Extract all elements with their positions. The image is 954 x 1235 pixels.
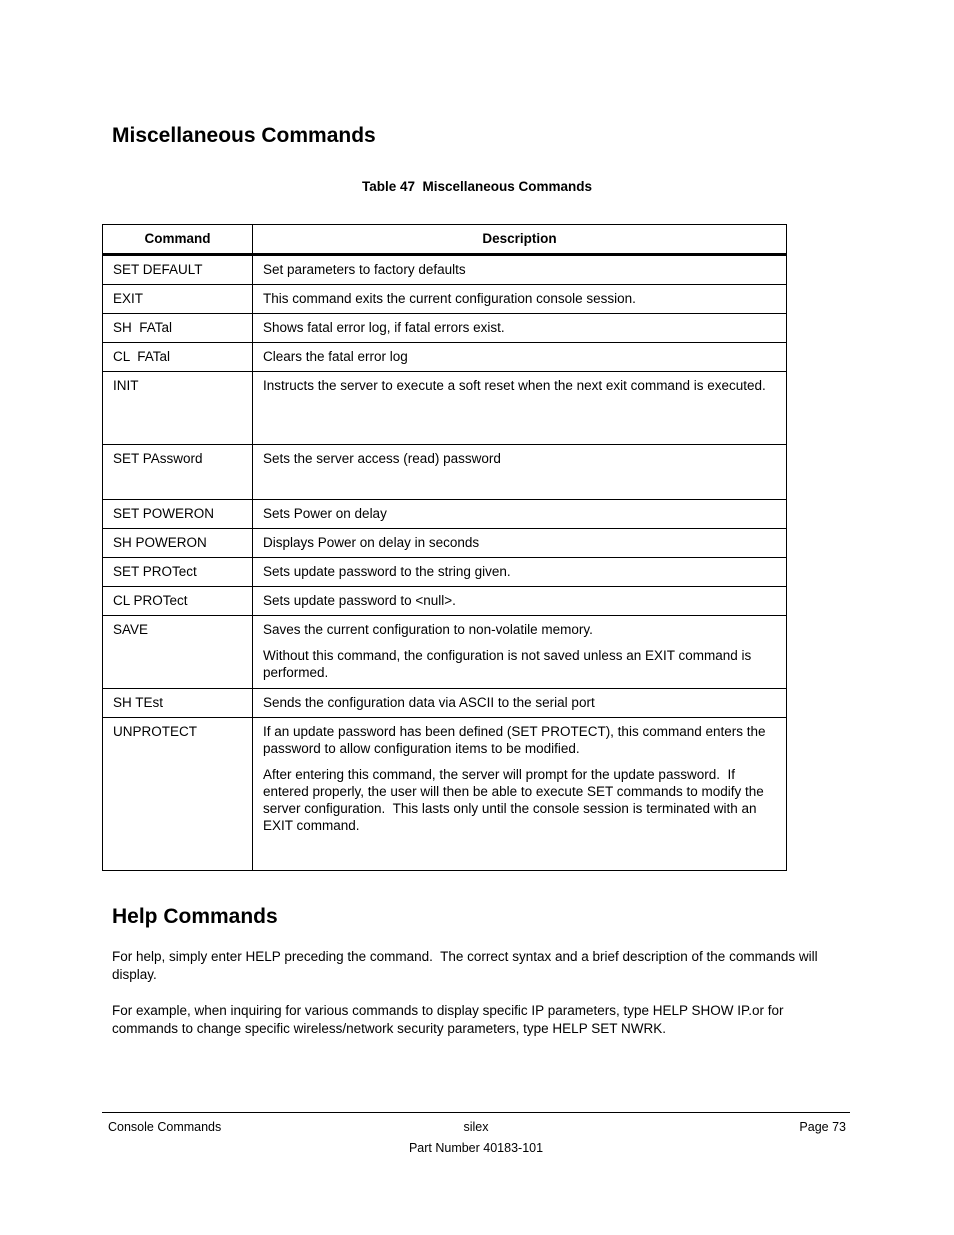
command-cell: SH FATal: [103, 314, 253, 343]
footer-document-title: Console Commands: [108, 1120, 222, 1134]
command-cell: SH POWERON: [103, 529, 253, 558]
table-row: [103, 314, 787, 343]
command-cell: SET DEFAULT: [103, 255, 253, 285]
command-cell: EXIT: [103, 285, 253, 314]
description-cell: [253, 285, 787, 314]
description-paragraph: Sets the server access (read) password: [263, 451, 501, 466]
description-paragraph: Sets Power on delay: [263, 506, 387, 521]
footer-page-number: Page 73: [799, 1120, 846, 1134]
table-row: [103, 255, 787, 285]
table-row: [103, 445, 787, 500]
command-cell: SET PAssword: [103, 445, 253, 500]
section-title-miscellaneous-commands: Miscellaneous Commands: [112, 124, 376, 147]
description-paragraph: Set parameters to factory defaults: [263, 262, 466, 277]
description-cell: [253, 314, 787, 343]
table-row: [103, 718, 787, 871]
description-cell: [253, 558, 787, 587]
description-cell: [253, 689, 787, 718]
table-row: [103, 372, 787, 445]
description-cell: [253, 255, 787, 285]
description-cell: [253, 587, 787, 616]
description-cell: [253, 372, 787, 445]
command-cell: INIT: [103, 372, 253, 445]
description-cell: [253, 718, 787, 871]
description-cell: [253, 445, 787, 500]
table-row: [103, 500, 787, 529]
column-header-command: Command: [103, 225, 253, 255]
command-cell: SET POWERON: [103, 500, 253, 529]
description-paragraph: Displays Power on delay in seconds: [263, 535, 480, 550]
description-paragraph: Clears the fatal error log: [263, 349, 408, 364]
command-cell: CL FATal: [103, 343, 253, 372]
command-cell: SH TEst: [103, 689, 253, 718]
description-cell: [253, 500, 787, 529]
description-paragraph: Sends the configuration data via ASCII to the serial port: [263, 695, 595, 710]
help-paragraph-1: For help, simply enter HELP preceding the command. The correct syntax and a brief description of the commands will display.: [112, 949, 822, 982]
description-cell: [253, 529, 787, 558]
table-row: [103, 587, 787, 616]
description-paragraph: After entering this command, the server will prompt for the update password. If entered properly, the user will then be able to execute SET commands to modify the server configuration. This lasts only until the console session is terminated with an EXIT command.: [263, 767, 768, 833]
command-cell: SET PROTect: [103, 558, 253, 587]
description-paragraph: If an update password has been defined (SET PROTECT), this command enters the password to allow configuration items to be modified.: [263, 724, 770, 756]
table-caption: Table 47 Miscellaneous Commands: [361, 179, 593, 194]
footer-company-name: silex: [463, 1120, 489, 1134]
description-paragraph: Instructs the server to execute a soft reset when the next exit command is executed.: [263, 378, 766, 393]
miscellaneous-commands-table: [102, 224, 787, 871]
description-paragraph: This command exits the current configuration console session.: [263, 291, 636, 306]
footer-part-number: Part Number 40183-101: [408, 1141, 544, 1155]
description-cell: [253, 616, 787, 689]
command-cell: SAVE: [103, 616, 253, 689]
table-row: [103, 529, 787, 558]
table-row: [103, 616, 787, 689]
table-header-row: [103, 225, 787, 255]
description-paragraph: Without this command, the configuration is not saved unless an EXIT command is performed.: [263, 648, 756, 680]
table-row: [103, 689, 787, 718]
description-paragraph: Sets update password to the string given.: [263, 564, 511, 579]
description-paragraph: Saves the current configuration to non-volatile memory.: [263, 622, 593, 637]
table-row: [103, 558, 787, 587]
help-paragraph-2: For example, when inquiring for various commands to display specific IP parameters, type HELP SHOW IP.or for commands to change specific wireless/network security parameters, type HELP SET NWRK.: [112, 1003, 788, 1036]
description-paragraph: Shows fatal error log, if fatal errors exist.: [263, 320, 505, 335]
column-header-description: Description: [253, 225, 787, 255]
table-row: [103, 285, 787, 314]
description-cell: [253, 343, 787, 372]
description-paragraph: Sets update password to <null>.: [263, 593, 456, 608]
table-row: [103, 343, 787, 372]
command-cell: UNPROTECT: [103, 718, 253, 871]
footer-text-row: [102, 1120, 850, 1135]
section-title-help-commands: Help Commands: [112, 905, 278, 928]
command-cell: CL PROTect: [103, 587, 253, 616]
page-footer: [102, 1112, 850, 1156]
